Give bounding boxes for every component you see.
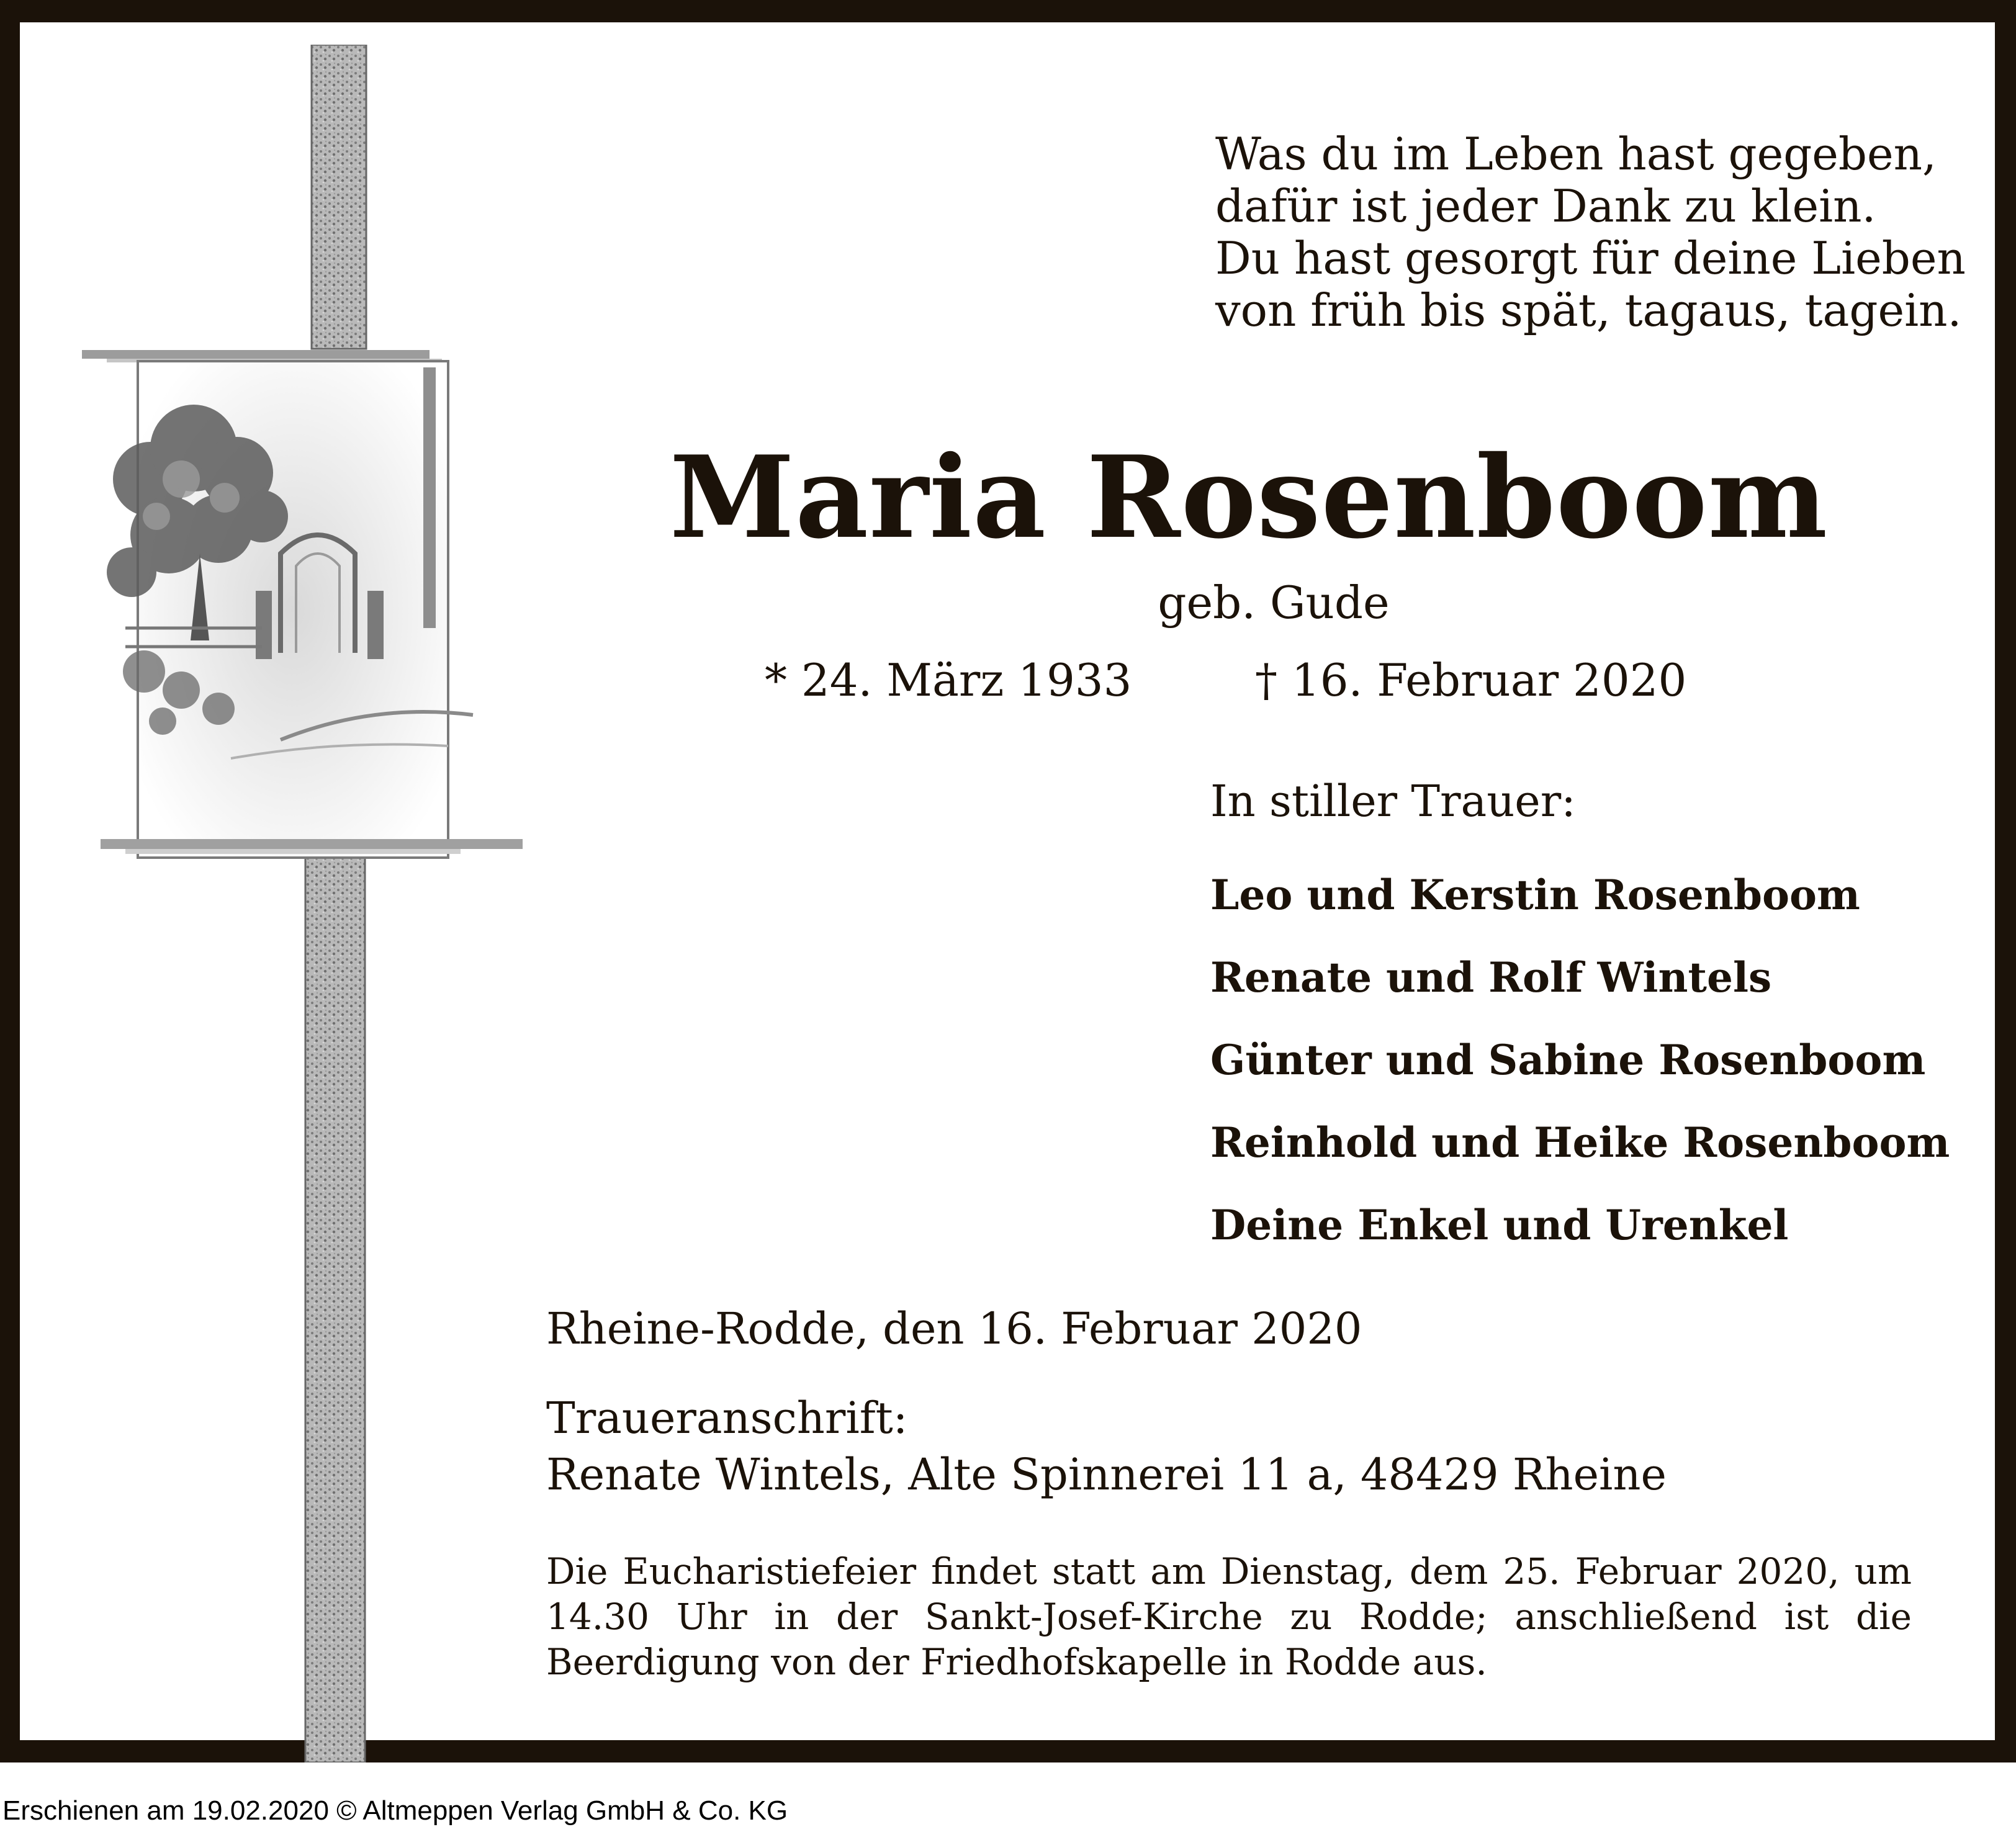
death-date: † 16. Februar 2020 [1255, 654, 1687, 706]
address-value: Renate Wintels, Alte Spinnerei 11 a, 48429 Rheine [546, 1449, 1667, 1500]
service-line: Beerdigung von der Friedhofskapelle in Rodde aus. [546, 1641, 1487, 1683]
poem-line: von früh bis spät, tagaus, tagein. [1215, 284, 1962, 336]
mourning-intro: In stiller Trauer: [1210, 776, 1576, 827]
publication-footer: Erschienen am 19.02.2020 © Altmeppen Verlag GmbH & Co. KG [2, 1795, 788, 1826]
poem [1215, 128, 1966, 336]
mourner-name: Leo und Kerstin Rosenboom [1210, 871, 1860, 919]
maiden-name: geb. Gude [1158, 577, 1390, 629]
birth-date: * 24. März 1933 [765, 654, 1132, 706]
service-line: 14.30 Uhr in der Sankt-Josef-Kirche zu Rodde; anschließend ist die [546, 1596, 1912, 1638]
poem-line: Du hast gesorgt für deine Lieben [1215, 232, 1966, 284]
mourners-list [1210, 854, 1950, 1267]
deceased-name: Maria Rosenboom [669, 431, 1829, 564]
mourner-name: Renate und Rolf Wintels [1210, 953, 1772, 1002]
mourner-name: Deine Enkel und Urenkel [1210, 1201, 1789, 1249]
mourner-name: Reinhold und Heike Rosenboom [1210, 1118, 1950, 1167]
place-date: Rheine-Rodde, den 16. Februar 2020 [546, 1303, 1362, 1354]
poem-line: Was du im Leben hast gegeben, [1215, 128, 1937, 180]
address-label: Traueranschrift: [546, 1393, 908, 1444]
cross-garden-illustration [76, 45, 523, 1762]
poem-line: dafür ist jeder Dank zu klein. [1215, 180, 1876, 232]
mourner-name: Günter und Sabine Rosenboom [1210, 1036, 1926, 1084]
service-notice [546, 1549, 1912, 1685]
service-line: Die Eucharistiefeier findet statt am Dienstag, dem 25. Februar 2020, um [546, 1550, 1912, 1592]
